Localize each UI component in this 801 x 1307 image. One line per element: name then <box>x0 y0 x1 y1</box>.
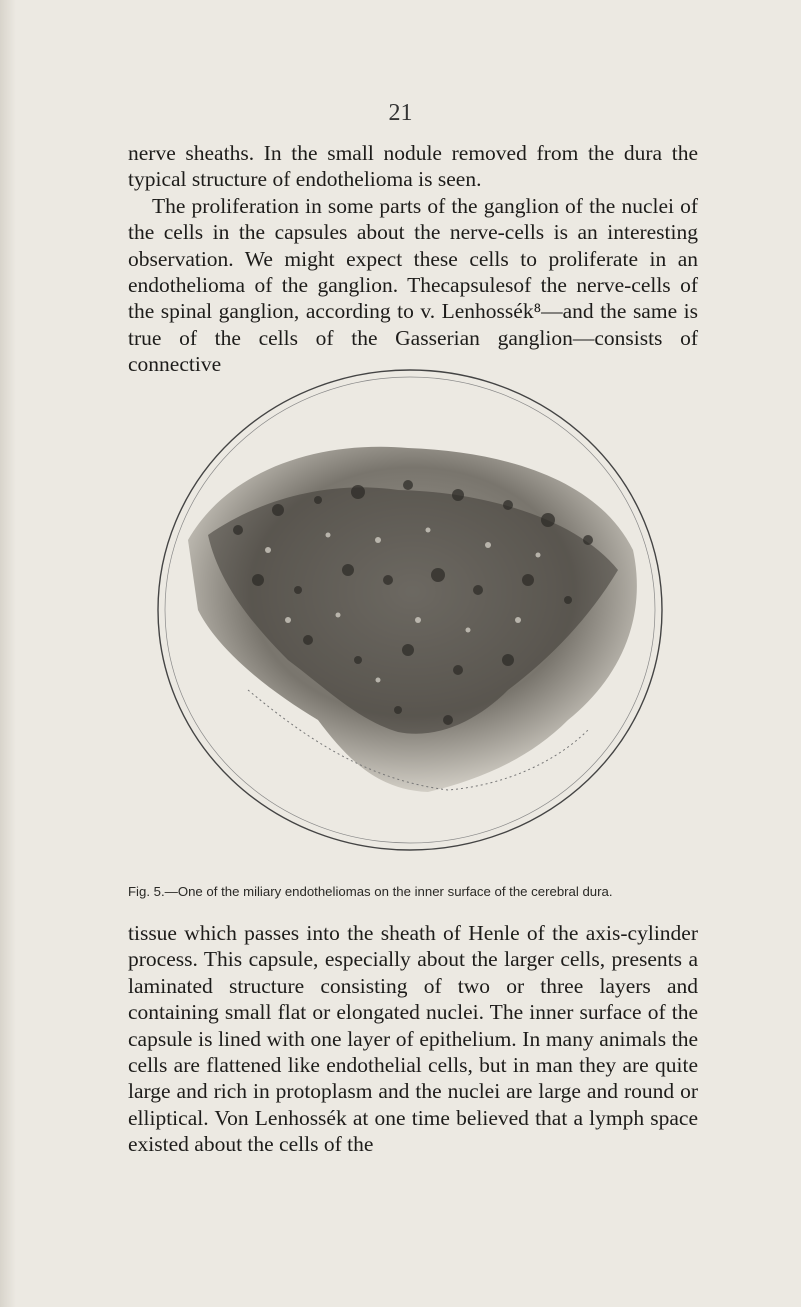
figure-micrograph <box>148 360 668 890</box>
body-text-bottom <box>128 920 698 1158</box>
paragraph-3: tissue which passes into the sheath of Henle of the axis-cylinder process. This capsule, especially about the larger cells, presents a laminated structure consisting of two or three layers and containing small flat or elongated nuclei. The inner surface of the capsule is lined with one layer of epithelium. In many animals the cells are flattened like endothelial cells, but in man they are quite large and rich in protoplasm and the nuclei are large and round or elliptical. Von Lenhossék at one time believed that a lymph space existed about the cells of the <box>128 921 698 1157</box>
page-edge-shadow <box>0 0 16 1307</box>
body-text-top <box>128 140 698 378</box>
paragraph-2: The proliferation in some parts of the ganglion of the nuclei of the cells in the capsules about the nerve-cells is an interesting observation. We might expect these cells to proliferate in an endothelioma of the ganglion. Thecapsulesof the nerve-cells of the spinal ganglion, according to v. Lenhossék⁸—and the same is true of the cells of the Gasserian ganglion—consists of connective <box>128 193 698 377</box>
micrograph-illustration <box>148 360 668 890</box>
figure-caption: Fig. 5.—One of the miliary endotheliomas on the inner surface of the cerebral dura. <box>128 884 613 899</box>
paragraph-1: nerve sheaths. In the small nodule removed from the dura the typical structure of endothelioma is seen. <box>128 141 698 192</box>
page-number: 21 <box>388 100 413 126</box>
